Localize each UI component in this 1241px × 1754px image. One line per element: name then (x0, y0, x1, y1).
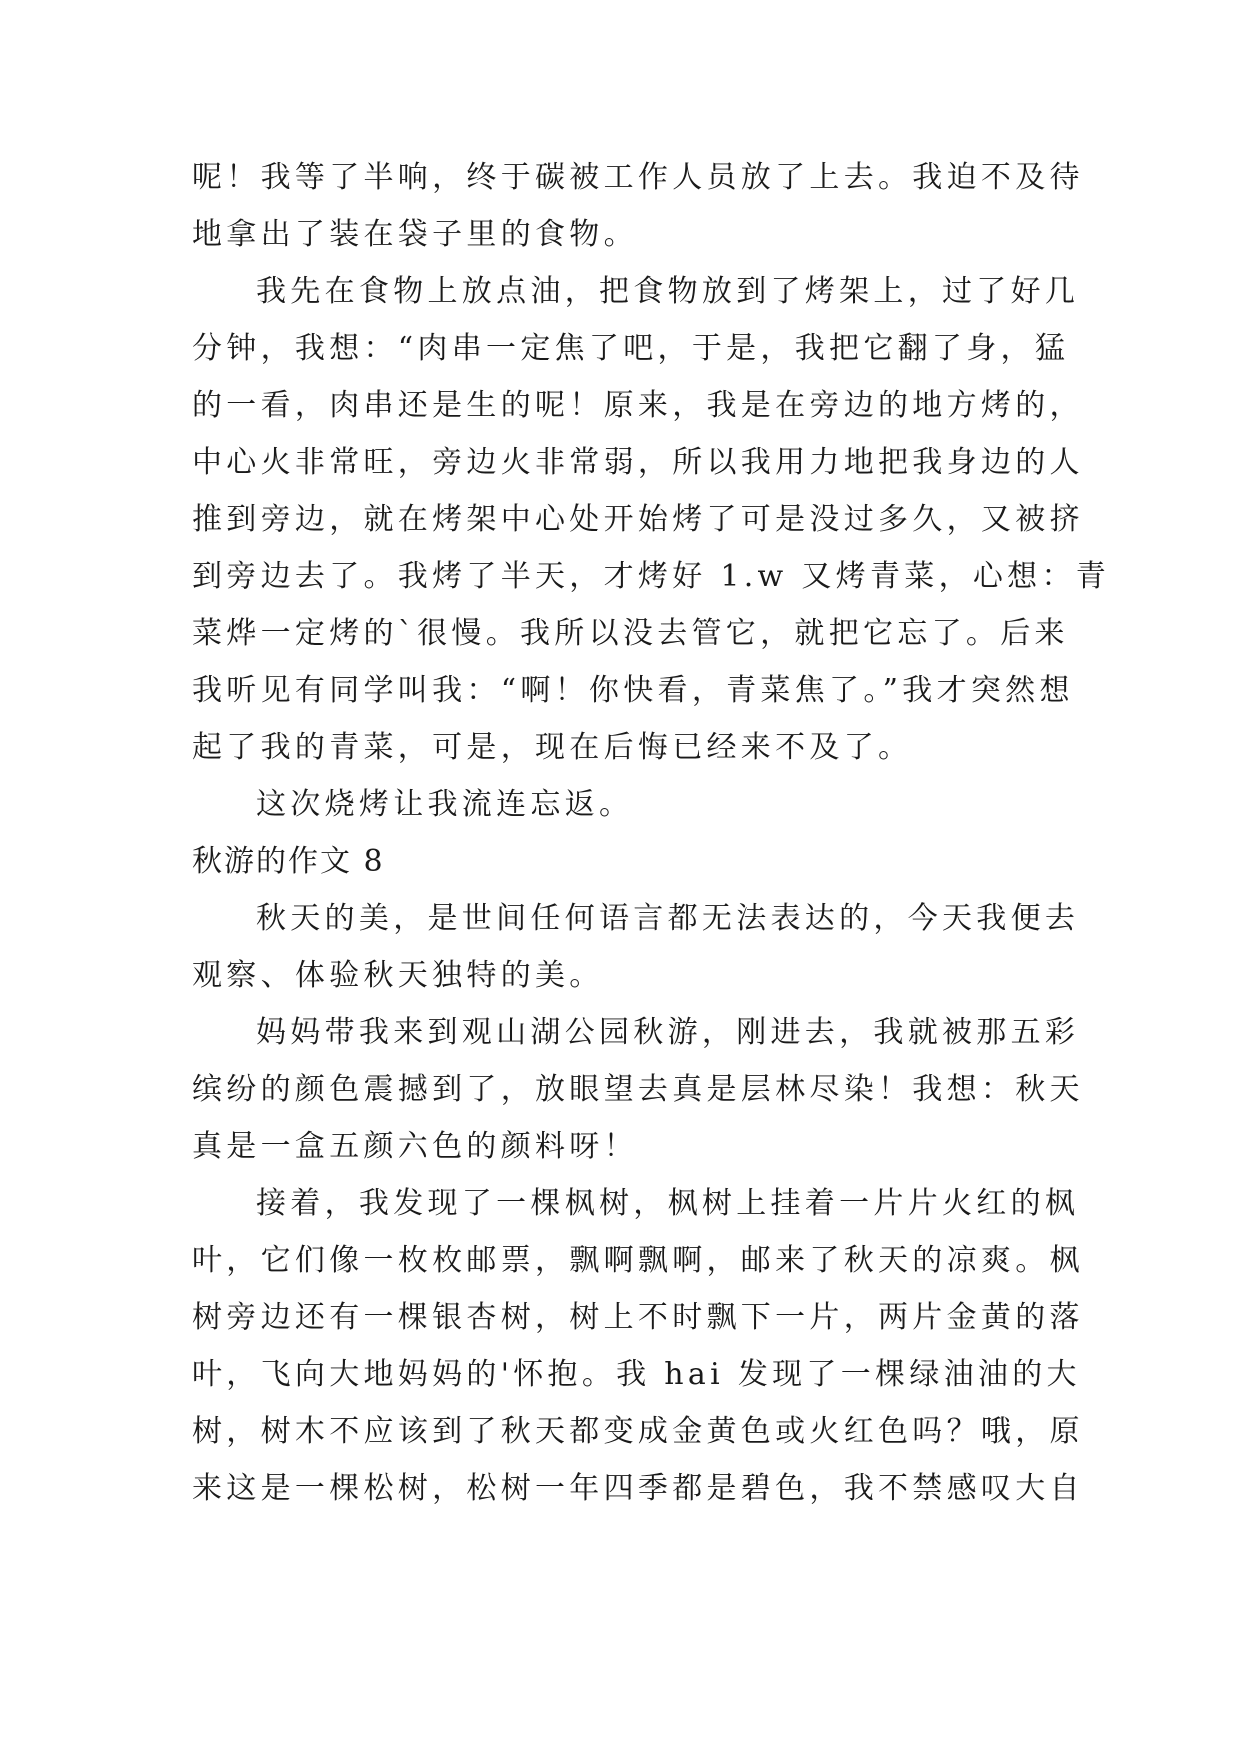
text-line: 叶，飞向大地妈妈的'怀抱。我 hai 发现了一棵绿油油的大 (192, 1357, 1081, 1392)
paragraph-start-line: 秋天的美，是世间任何语言都无法表达的，今天我便去 (256, 901, 1080, 936)
text-line: 地拿出了装在袋子里的食物。 (192, 217, 638, 252)
text-line: 菜烨一定烤的`很慢。我所以没去管它，就把它忘了。后来 (192, 616, 1069, 651)
text-line: 树，树木不应该到了秋天都变成金黄色或火红色吗？哦，原 (192, 1414, 1084, 1449)
text-line: 分钟，我想：“肉串一定焦了吧，于是，我把它翻了身，猛 (192, 331, 1070, 366)
text-line: 中心火非常旺，旁边火非常弱，所以我用力地把我身边的人 (192, 445, 1084, 480)
paragraph-start-line: 我先在食物上放点油，把食物放到了烤架上，过了好几 (256, 274, 1080, 309)
text-line: 呢！我等了半响，终于碳被工作人员放了上去。我迫不及待 (192, 160, 1084, 195)
section-heading: 秋游的作文 8 (192, 844, 385, 879)
text-line: 到旁边去了。我烤了半天，才烤好 1.w 又烤青菜，心想：青 (192, 559, 1111, 594)
paragraph-start-line: 接着，我发现了一棵枫树，枫树上挂着一片片火红的枫 (256, 1186, 1080, 1221)
text-line: 叶，它们像一枚枚邮票，飘啊飘啊，邮来了秋天的凉爽。枫 (192, 1243, 1084, 1278)
text-line: 真是一盒五颜六色的颜料呀！ (192, 1129, 638, 1164)
text-line: 观察、体验秋天独特的美。 (192, 958, 604, 993)
text-line: 树旁边还有一棵银杏树，树上不时飘下一片，两片金黄的落 (192, 1300, 1084, 1335)
text-line: 推到旁边，就在烤架中心处开始烤了可是没过多久，又被挤 (192, 502, 1084, 537)
text-line: 我听见有同学叫我：“啊！你快看，青菜焦了。”我才突然想 (192, 673, 1074, 708)
text-line: 的一看，肉串还是生的呢！原来，我是在旁边的地方烤的， (192, 388, 1084, 423)
text-line: 起了我的青菜，可是，现在后悔已经来不及了。 (192, 730, 913, 765)
paragraph-start-line: 这次烧烤让我流连忘返。 (256, 787, 634, 822)
text-line: 来这是一棵松树，松树一年四季都是碧色，我不禁感叹大自 (192, 1471, 1084, 1506)
text-line: 缤纷的颜色震撼到了，放眼望去真是层林尽染！我想：秋天 (192, 1072, 1084, 1107)
paragraph-start-line: 妈妈带我来到观山湖公园秋游，刚进去，我就被那五彩 (256, 1015, 1080, 1050)
